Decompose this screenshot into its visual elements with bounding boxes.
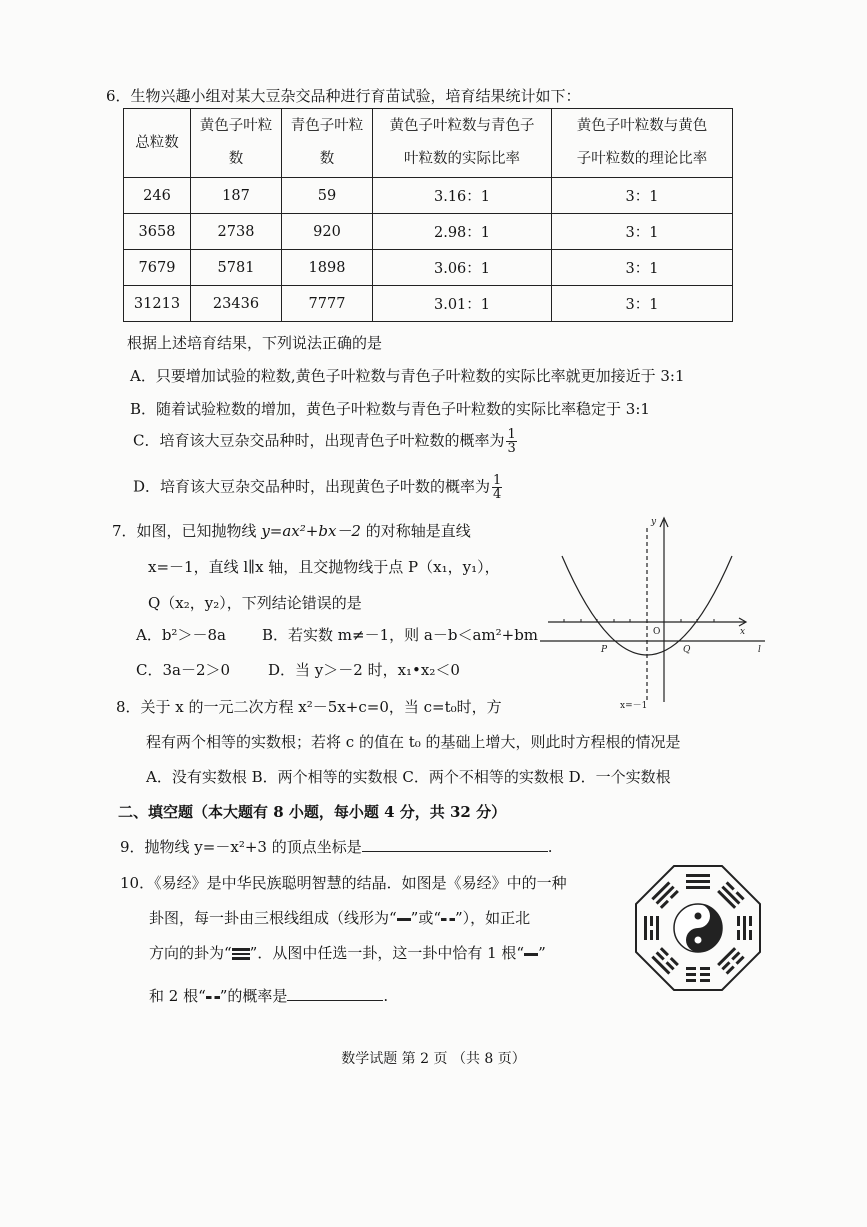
table-cell: 7679 (124, 250, 191, 286)
q6-option-c (133, 428, 517, 455)
table-cell: 3：1 (552, 250, 733, 286)
q7-parabola-graph (540, 512, 770, 712)
table-row (124, 286, 733, 322)
trigram-mark (644, 916, 659, 940)
table-row (124, 214, 733, 250)
table-cell: 3：1 (552, 214, 733, 250)
table-cell: 31213 (124, 286, 191, 322)
q7-stem-line1: 7．如图，已知抛物线 y=ax²+bx－2 的对称轴是直线 (112, 522, 471, 540)
q8-line1: 8．关于 x 的一元二次方程 x²－5x+c=0，当 c=t₀时，方 (116, 698, 502, 716)
q10-line2: 卦图，每一卦由三根线组成（线形为“ ”或“ ”），如正北 (149, 909, 531, 927)
solid-line-icon (397, 918, 411, 921)
q7-equation: y=ax²+bx－2 (261, 522, 361, 540)
table-cell: 3：1 (552, 286, 733, 322)
table-cell: 2738 (191, 214, 282, 250)
q10-line4: 和 2 根“ ”的概率是 . (149, 987, 389, 1005)
broken-line-icon (441, 918, 455, 921)
q8-line2: 程有两个相等的实数根；若将 c 的值在 t₀ 的基础上增大，则此时方程根的情况是 (146, 733, 681, 751)
q6-option-d (133, 474, 502, 501)
table-cell: 5781 (191, 250, 282, 286)
q7-option-c: C．3a－2＞0 (136, 661, 231, 679)
taiji-icon (674, 904, 722, 952)
table-cell: 59 (282, 178, 373, 214)
header-yellow: 黄色子叶粒 数 (191, 109, 282, 178)
header-actual-ratio: 黄色子叶粒数与青色子 叶粒数的实际比率 (373, 109, 552, 178)
table-cell: 3658 (124, 214, 191, 250)
q8-options: A．没有实数根 B．两个相等的实数根 C．两个不相等的实数根 D．一个实数根 (146, 768, 671, 786)
table-row (124, 250, 733, 286)
x-axis-label: x (740, 627, 746, 637)
fraction: $\frac{1}{3}$ (507, 427, 516, 456)
q7-option-d: D．当 y＞－2 时，x₁•x₂＜0 (268, 661, 460, 679)
q9: 9．抛物线 y=－x²+3 的顶点坐标是 . (120, 838, 553, 856)
point-p-label: P (601, 645, 608, 655)
q6-option-d-text: D．培育该大豆杂交品种时，出现黄色子叶数的概率为 (133, 477, 491, 496)
q6-option-c-text: C．培育该大豆杂交品种时，出现青色子叶粒数的概率为 (133, 431, 505, 450)
q7-option-b: B．若实数 m≠－1，则 a－b＜am²+bm (262, 626, 539, 644)
header-total: 总粒数 (124, 109, 191, 178)
trigram-mark (737, 916, 752, 940)
q7-stem-line2: x=－1，直线 l∥x 轴，且交抛物线于点 P（x₁，y₁）， (148, 558, 500, 576)
line-l-label: l (758, 645, 761, 655)
q6-results-table (123, 108, 733, 322)
trigram-mark (686, 967, 710, 982)
bagua-diagram (634, 864, 762, 992)
table-cell: 187 (191, 178, 282, 214)
table-row (124, 178, 733, 214)
fraction: $\frac{1}{4}$ (493, 473, 502, 502)
table-cell: 23436 (191, 286, 282, 322)
solid-line-icon (524, 953, 538, 956)
header-theory-ratio: 黄色子叶粒数与黄色 子叶粒数的理论比率 (552, 109, 733, 178)
q6-option-b: B．随着试验粒数的增加，黄色子叶粒数与青色子叶粒数的实际比率稳定于 3:1 (130, 400, 650, 418)
broken-line-icon (206, 996, 220, 999)
header-green: 青色子叶粒 数 (282, 109, 373, 178)
table-cell: 3.01：1 (373, 286, 552, 322)
table-cell: 7777 (282, 286, 373, 322)
y-axis-label: y (651, 517, 657, 527)
trigram-mark (686, 874, 710, 889)
table-cell: 2.98：1 (373, 214, 552, 250)
origin-label: O (653, 627, 661, 637)
symmetry-axis-label: x=－1 (620, 701, 648, 711)
table-cell: 1898 (282, 250, 373, 286)
q7-stem-line3: Q（x₂，y₂），下列结论错误的是 (148, 594, 362, 612)
answer-blank[interactable] (287, 999, 383, 1001)
page-footer: 数学试题 第 2 页 （共 8 页） (341, 1051, 526, 1067)
q10-line1: 10．《易经》是中华民族聪明智慧的结晶．如图是《易经》中的一种 (120, 874, 567, 892)
table-header-row (124, 109, 733, 178)
q10-line3: 方向的卦为“ ”．从图中任选一卦，这一卦中恰有 1 根“ ” (149, 944, 546, 962)
table-cell: 3：1 (552, 178, 733, 214)
table-cell: 246 (124, 178, 191, 214)
answer-blank[interactable] (362, 850, 548, 852)
q6-option-a: A．只要增加试验的粒数,黄色子叶粒数与青色子叶粒数的实际比率就更加接近于 3:1 (130, 367, 685, 385)
q6-stem: 6．生物兴趣小组对某大豆杂交品种进行育苗试验，培育结果统计如下： (106, 87, 581, 105)
qian-trigram-icon (232, 946, 250, 962)
point-q-label: Q (683, 645, 691, 655)
q7-option-a: A．b²＞－8a (136, 626, 226, 644)
table-cell: 3.16：1 (373, 178, 552, 214)
q6-prompt: 根据上述培育结果，下列说法正确的是 (127, 334, 383, 352)
section-fill-in-heading: 二、填空题（本大题有 8 小题，每小题 4 分，共 32 分） (118, 803, 507, 821)
table-cell: 3.06：1 (373, 250, 552, 286)
table-cell: 920 (282, 214, 373, 250)
